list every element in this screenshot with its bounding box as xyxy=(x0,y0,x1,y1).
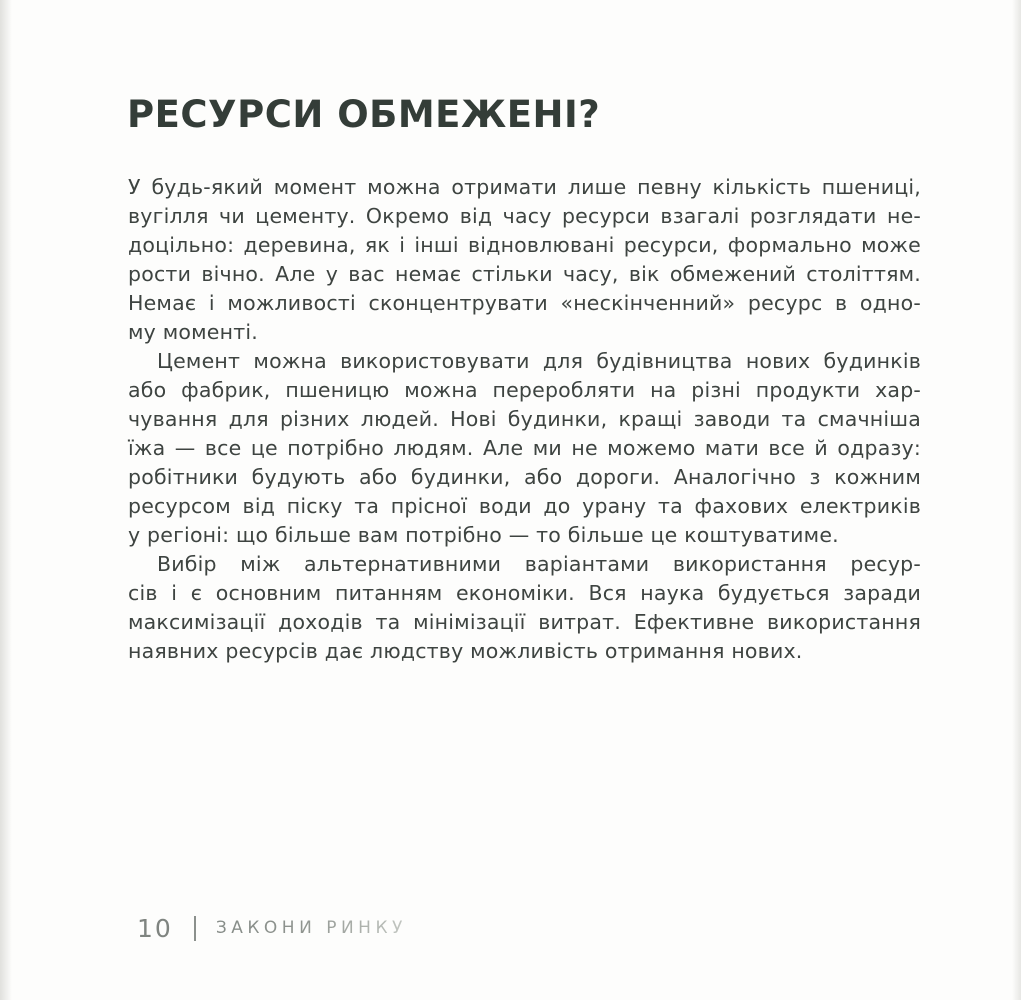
paragraph-1 xyxy=(128,173,921,347)
text-line: наявних ресурсів дає людству можливість отримання нових. xyxy=(128,639,803,663)
text-line: ресурсом від піску та прісної води до урану та фахових електриків xyxy=(128,494,921,518)
chapter-heading: РЕСУРСИ ОБМЕЖЕНІ? xyxy=(127,93,601,136)
page-number: 10 xyxy=(137,913,173,943)
text-line: чування для різних людей. Нові будинки, кращі заводи та смачніша xyxy=(128,407,921,431)
text-line: робітники будують або будинки, або дороги. Аналогічно з кожним xyxy=(128,465,921,489)
book-title: ЗАКОНИ РИНКУ xyxy=(215,918,407,938)
text-line: му моменті. xyxy=(128,320,258,344)
text-line: максимізації доходів та мінімізації витрат. Ефективне використання xyxy=(128,610,921,634)
text-line: Вибір між альтернативними варіантами використання ресур- xyxy=(157,552,921,576)
text-line: їжа — все це потрібно людям. Але ми не можемо мати все й одразу: xyxy=(128,436,921,460)
scan-edge-right xyxy=(1012,0,1021,1000)
paragraph-2 xyxy=(128,347,921,550)
body-text xyxy=(128,173,921,666)
text-line: або фабрик, пшеницю можна переробляти на різні продукти хар- xyxy=(128,378,921,402)
text-line: рости вічно. Але у вас немає стільки часу, вік обмежений століттям. xyxy=(128,262,921,286)
page-footer xyxy=(137,911,407,945)
text-line: Немає і можливості сконцентрувати «нескінченний» ресурс в одно- xyxy=(128,291,921,315)
paragraph-3 xyxy=(128,550,921,666)
footer-separator-bar xyxy=(194,916,196,941)
scan-edge-left xyxy=(0,0,12,1000)
text-line: сів і є основним питанням економіки. Вся наука будується заради xyxy=(128,581,921,605)
text-line: Цемент можна використовувати для будівництва нових будинків xyxy=(157,349,921,373)
text-line: вугілля чи цементу. Окремо від часу ресурси взагалі розглядати не- xyxy=(128,204,921,228)
text-line: у регіоні: що більше вам потрібно — то більше це коштуватиме. xyxy=(128,523,839,547)
text-line: доцільно: деревина, як і інші відновлювані ресурси, формально може xyxy=(128,233,921,257)
text-line: У будь-який момент можна отримати лише певну кількість пшениці, xyxy=(128,175,921,199)
